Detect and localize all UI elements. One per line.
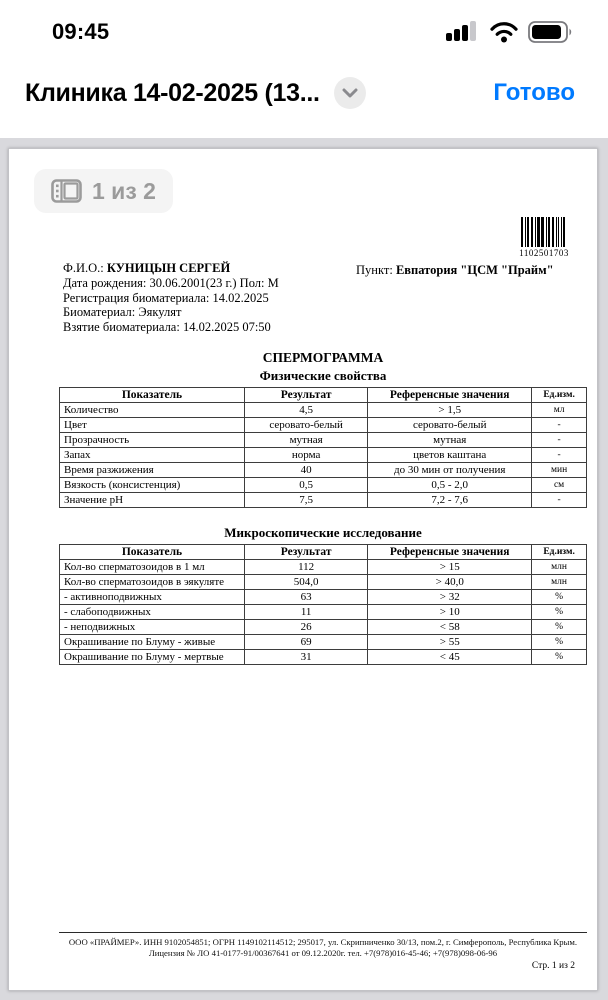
table-cell: до 30 мин от получения [368, 463, 532, 478]
table-cell: Вязкость (консистенция) [60, 478, 245, 493]
done-button[interactable]: Готово [493, 79, 575, 106]
table-cell: > 55 [368, 635, 532, 650]
document-canvas [0, 138, 608, 1000]
table-cell: серовато-белый [368, 418, 532, 433]
table-cell: Кол-во сперматозоидов в эякуляте [60, 575, 245, 590]
table-cell: - неподвижных [60, 620, 245, 635]
table-cell: Прозрачность [60, 433, 245, 448]
table-cell: > 15 [368, 560, 532, 575]
table-header-cell: Ед.изм. [532, 545, 587, 560]
table-cell: млн [532, 560, 587, 575]
table-cell: 0,5 - 2,0 [368, 478, 532, 493]
table-cell: % [532, 635, 587, 650]
registration-line: Регистрация биоматериала: 14.02.2025 [63, 290, 269, 305]
table-cell: > 40,0 [368, 575, 532, 590]
table-header-row [60, 545, 587, 560]
table-header-cell: Показатель [60, 545, 245, 560]
table-cell: 40 [244, 463, 367, 478]
table-cell: < 45 [368, 650, 532, 665]
title-bar [0, 54, 608, 138]
document-page [8, 148, 598, 991]
table-cell: Окрашивание по Блуму - живые [60, 635, 245, 650]
table-cell: > 1,5 [368, 403, 532, 418]
cellular-signal-icon [446, 21, 480, 43]
patient-birth-line: Дата рождения: 30.06.2001(23 г.) Пол: М [63, 275, 279, 290]
document-footer [59, 932, 587, 971]
footer-line-2: Лицензия № ЛО 41-0177-91/00367641 от 09.12.2020г. тел. +7(978)016-45-46; +7(978)098-06-96 [148, 948, 498, 958]
table-row [60, 403, 587, 418]
clinic-point-name: Евпатория "ЦСМ "Прайм" [395, 263, 554, 277]
table-cell: % [532, 620, 587, 635]
patient-fio-line: Ф.И.О.: КУНИЦЫН СЕРГЕЙ [63, 261, 231, 275]
table-header-cell: Показатель [60, 388, 245, 403]
battery-icon [528, 21, 574, 43]
report-title: СПЕРМОГРАММА [262, 350, 384, 365]
table-cell: 112 [244, 560, 367, 575]
table-cell: Цвет [60, 418, 245, 433]
chevron-down-icon [342, 88, 358, 98]
table-cell: - [532, 433, 587, 448]
table-cell: - [532, 418, 587, 433]
table-header-cell: Референсные значения [368, 388, 532, 403]
table-cell: 26 [244, 620, 367, 635]
table-cell: Значение pH [60, 493, 245, 508]
table-cell: - слабоподвижных [60, 605, 245, 620]
table-row [60, 635, 587, 650]
table-cell: - [532, 493, 587, 508]
section-title-physical: Физические свойства [259, 368, 387, 383]
table-header-cell: Референсные значения [368, 545, 532, 560]
biomaterial-line: Биоматериал: Эякулят [63, 305, 182, 320]
footer-line-1: ООО «ПРАЙМЕР». ИНН 9102054851; ОГРН 1149102114512; 295017, ул. Скрипниченко 30/13, пом.2, г. Симферополь, Республика Крым. [68, 937, 578, 947]
sampling-line: Взятие биоматериала: 14.02.2025 07:50 [63, 320, 271, 335]
table-cell: 7,2 - 7,6 [368, 493, 532, 508]
barcode-bars [513, 217, 575, 247]
table-row [60, 560, 587, 575]
table-cell: % [532, 650, 587, 665]
table-cell: Количество [60, 403, 245, 418]
page-indicator[interactable] [34, 169, 173, 213]
wifi-icon [489, 21, 519, 43]
document-title: Клиника 14-02-2025 (13... [25, 78, 320, 107]
table-cell: Запах [60, 448, 245, 463]
status-bar [0, 0, 608, 54]
table-cell: млн [532, 575, 587, 590]
report [59, 350, 587, 665]
table-cell: Кол-во сперматозоидов в 1 мл [60, 560, 245, 575]
thumbnails-icon [51, 179, 82, 203]
page-number: Стр. 1 из 2 [531, 961, 575, 971]
table-row [60, 650, 587, 665]
table-cell: 0,5 [244, 478, 367, 493]
table-header-row [60, 388, 587, 403]
table-row [60, 463, 587, 478]
table-cell: 4,5 [244, 403, 367, 418]
table-cell: мин [532, 463, 587, 478]
table-row [60, 493, 587, 508]
table-cell: мутная [244, 433, 367, 448]
table-row [60, 590, 587, 605]
table-row [60, 575, 587, 590]
table-row [60, 620, 587, 635]
table-cell: см [532, 478, 587, 493]
page-indicator-label: 1 из 2 [92, 177, 156, 204]
table-cell: Окрашивание по Блуму - мертвые [60, 650, 245, 665]
table-cell: 63 [244, 590, 367, 605]
clock: 09:45 [52, 19, 110, 44]
table-cell: - [532, 448, 587, 463]
microscopic-table [59, 544, 587, 665]
table-row [60, 605, 587, 620]
table-cell: 7,5 [244, 493, 367, 508]
clinic-point: Пункт: Евпатория "ЦСМ "Прайм" [356, 263, 554, 277]
table-header-cell: Результат [244, 545, 367, 560]
table-cell: % [532, 590, 587, 605]
table-cell: 11 [244, 605, 367, 620]
table-cell: % [532, 605, 587, 620]
table-cell: < 58 [368, 620, 532, 635]
table-cell: норма [244, 448, 367, 463]
table-row [60, 478, 587, 493]
physical-properties-table [59, 387, 587, 508]
table-cell: цветов каштана [368, 448, 532, 463]
section-title-microscopic: Микроскопические исследование [224, 525, 422, 540]
patient-name: КУНИЦЫН СЕРГЕЙ [106, 261, 231, 275]
table-cell: серовато-белый [244, 418, 367, 433]
patient-info [63, 261, 279, 335]
table-cell: 504,0 [244, 575, 367, 590]
table-header-cell: Ед.изм. [532, 388, 587, 403]
table-cell: > 32 [368, 590, 532, 605]
table-cell: > 10 [368, 605, 532, 620]
table-cell: Время разжижения [60, 463, 245, 478]
title-menu-button[interactable] [334, 77, 366, 109]
table-row [60, 418, 587, 433]
table-header-cell: Результат [244, 388, 367, 403]
table-cell: мутная [368, 433, 532, 448]
table-row [60, 448, 587, 463]
barcode-number: 1102501703 [519, 248, 569, 258]
table-cell: 69 [244, 635, 367, 650]
table-cell: 31 [244, 650, 367, 665]
table-cell: - активноподвижных [60, 590, 245, 605]
table-row [60, 433, 587, 448]
table-cell: мл [532, 403, 587, 418]
barcode [513, 217, 575, 258]
